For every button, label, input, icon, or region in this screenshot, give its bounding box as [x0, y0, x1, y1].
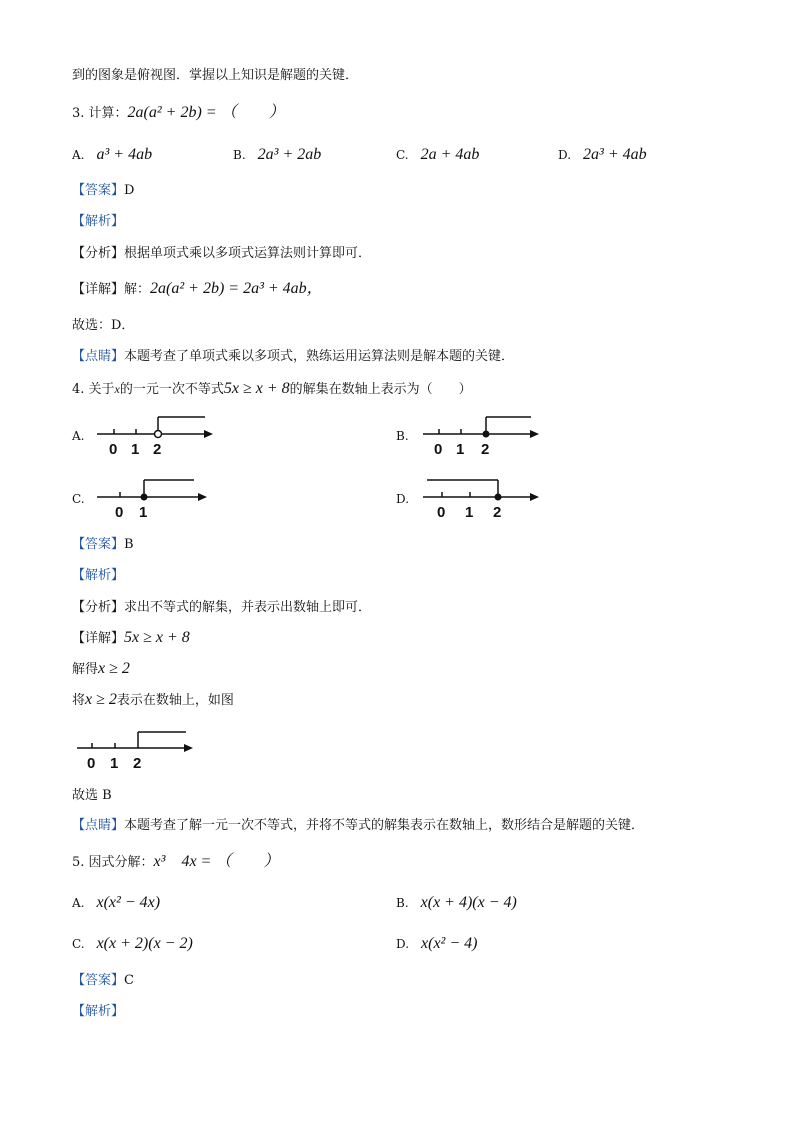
q4-answer: 【答案】B — [72, 537, 134, 552]
q4-option-d-label: D. — [396, 492, 410, 506]
closed-point — [141, 494, 148, 501]
tick-label-1: 1 — [131, 441, 140, 457]
q4-solution-figure — [74, 728, 204, 773]
q3-detail: 【详解】解：2a(a² + 2b) = 2a³ + 4ab， — [72, 280, 323, 297]
tick-label-0: 0 — [115, 504, 124, 519]
tick-label-0: 0 — [87, 755, 96, 772]
tick-label-2: 2 — [153, 441, 162, 457]
q4-option-c-numberline — [92, 474, 222, 519]
q4-option-b-label: B. — [396, 429, 409, 443]
q4-option-c-label: C. — [72, 492, 85, 506]
q3-option-c: C. 2a + 4ab — [396, 146, 480, 163]
closed-point — [483, 431, 490, 438]
q4-option-a-numberline — [92, 412, 222, 457]
q3-expression: 2a(a² + 2b) = （ ） — [127, 104, 285, 121]
q3-choose: 故选：D． — [72, 318, 135, 333]
q3-stem-label: 3. 计算： — [72, 106, 128, 121]
axis-arrow — [530, 493, 539, 501]
q5-analysis-tag: 【解析】 — [72, 1004, 125, 1019]
q5-option-a: A. x(x² − 4x) — [72, 894, 161, 911]
q3-option-d: D. 2a³ + 4ab — [558, 146, 647, 163]
tick-label-0: 0 — [434, 441, 443, 457]
axis-arrow — [198, 493, 207, 501]
q4-show: 将x ≥ 2表示在数轴上，如图 — [72, 691, 234, 708]
q3-option-a: A. a³ + 4ab — [72, 146, 153, 163]
tick-label-0: 0 — [109, 441, 118, 457]
q3-analysis-tag: 【解析】 — [72, 214, 125, 229]
q5-option-c: C. x(x + 2)(x − 2) — [72, 935, 193, 952]
axis-arrow — [204, 430, 213, 438]
q3-stem — [72, 103, 285, 124]
q4-fenxi: 【分析】求出不等式的解集，并表示出数轴上即可． — [72, 600, 372, 615]
q3-option-b: B. 2a³ + 2ab — [233, 146, 322, 163]
q5-option-d: D. x(x² − 4) — [396, 935, 478, 952]
q4-choose: 故选 B — [72, 788, 112, 803]
q4-comment: 【点睛】本题考查了解一元一次不等式，并将不等式的解集表示在数轴上，数形结合是解题的关键． — [72, 818, 645, 833]
q4-option-b-numberline — [418, 412, 548, 457]
tick-label-1: 1 — [139, 504, 148, 519]
tick-label-2: 2 — [493, 504, 502, 519]
q5-stem: 5. 因式分解：x³ 4x = （ ） — [72, 853, 280, 870]
tick-label-1: 1 — [465, 504, 474, 519]
tick-label-2: 2 — [481, 441, 490, 457]
closed-point — [495, 494, 502, 501]
q4-analysis-tag: 【解析】 — [72, 568, 125, 583]
q3-answer: 【答案】D — [72, 183, 135, 198]
q4-option-a-label: A. — [72, 429, 85, 443]
q3-comment: 【点睛】本题考查了单项式乘以多项式，熟练运用运算法则是解本题的关键． — [72, 349, 515, 364]
q3-fenxi: 【分析】根据单项式乘以多项式运算法则计算即可． — [72, 246, 372, 261]
tick-label-1: 1 — [110, 755, 119, 772]
q5-option-b: B. x(x + 4)(x − 4) — [396, 894, 517, 911]
axis-arrow — [530, 430, 539, 438]
tick-label-0: 0 — [437, 504, 446, 519]
q4-solve: 解得x ≥ 2 — [72, 660, 130, 677]
q4-detail: 【详解】5x ≥ x + 8 — [72, 629, 190, 646]
intro-text: 到的图象是俯视图．掌握以上知识是解题的关键． — [72, 68, 359, 83]
q5-answer: 【答案】C — [72, 973, 134, 988]
q4-option-d-numberline — [418, 474, 548, 519]
open-point — [155, 431, 162, 438]
axis-arrow — [184, 744, 193, 752]
tick-label-2: 2 — [133, 755, 142, 772]
q4-stem: 4. 关于x的一元一次不等式5x ≥ x + 8的解集在数轴上表示为（ ） — [72, 380, 472, 397]
tick-label-1: 1 — [456, 441, 465, 457]
